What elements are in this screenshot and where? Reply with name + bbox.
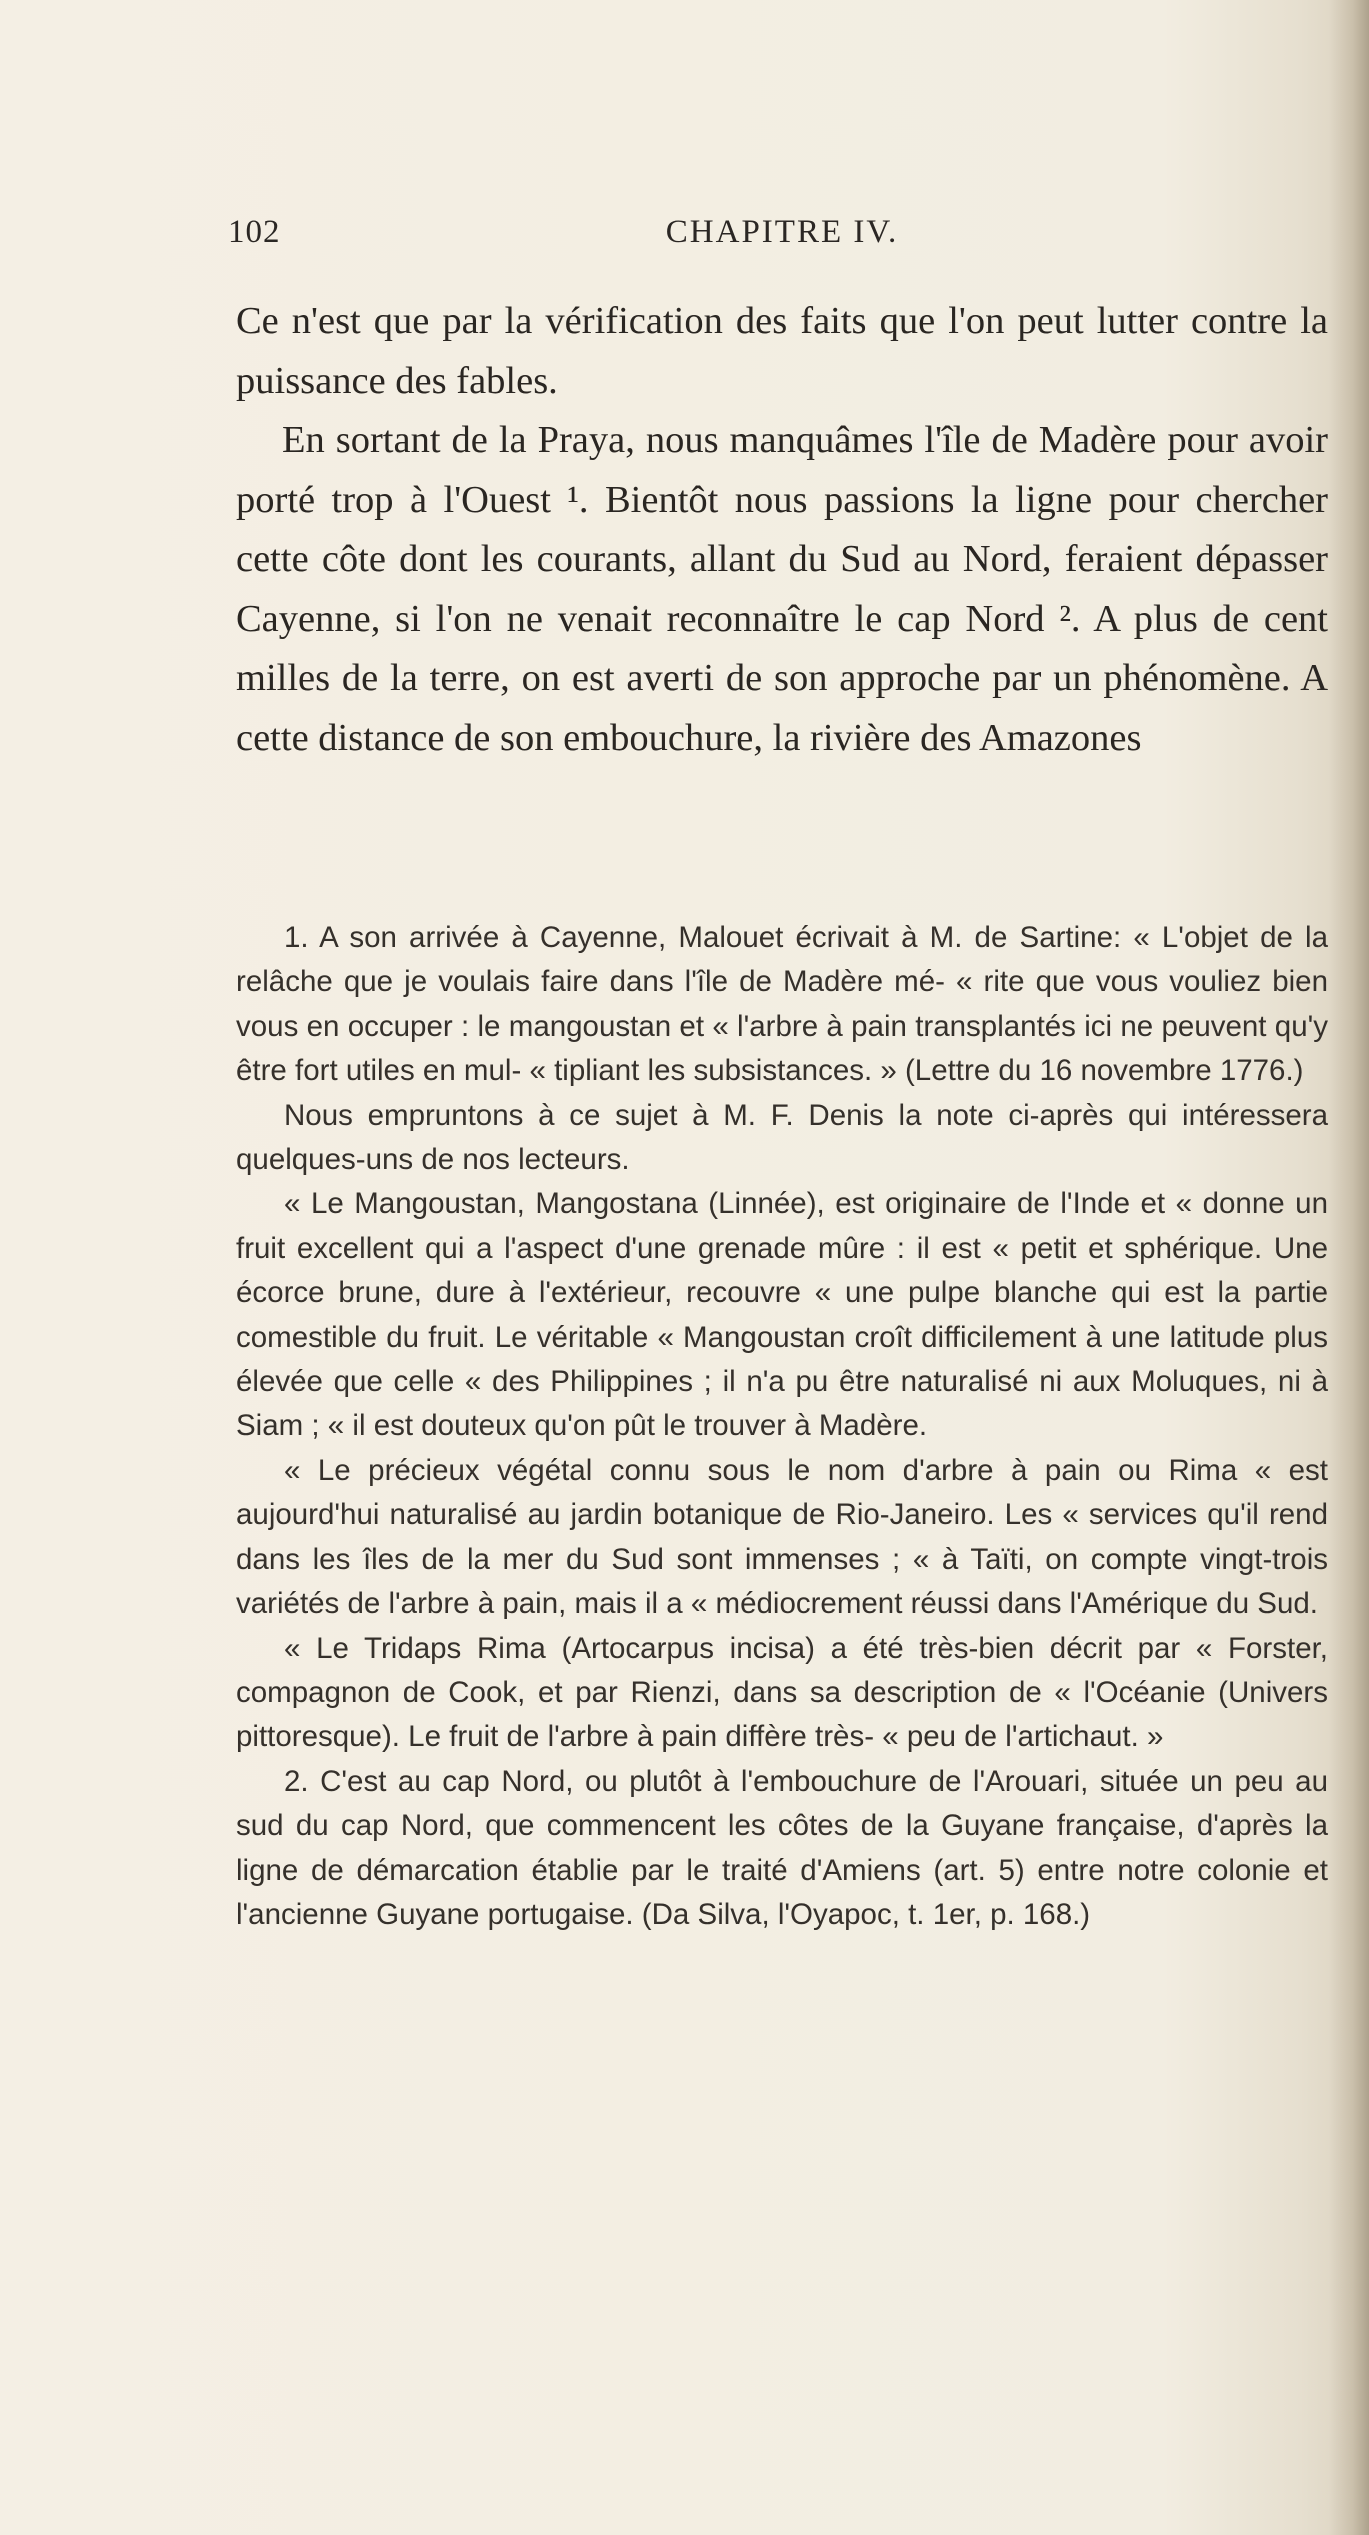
footnote-1: 1. A son arrivée à Cayenne, Malouet écrivait à M. de Sartine: « L'objet de la relâche que je voulais faire dans l'île de Madère mé- « rite que vous vouliez bien vous en occuper : le mangoustan et « l'arbre à pain transplantés ici ne peuvent qu'y être fort utiles en mul- « tipliant les subsistances. » (Lettre du 16 novembre 1776.) [236, 921, 1328, 1088]
footnote-2: 2. C'est au cap Nord, ou plutôt à l'embouchure de l'Arouari, située un peu au sud du cap Nord, que commencent les côtes de la Guyane française, d'après la ligne de démarcation établie par le traité d'Amiens (art. 5) entre notre colonie et l'ancienne Guyane portugaise. (Da Silva, l'Oyapoc, t. 1er, p. 168.) [236, 1764, 1328, 1931]
footnote-quote: « Le précieux végétal connu sous le nom d'arbre à pain ou Rima « est aujourd'hui naturalisé au jardin botanique de Rio-Janeiro. Les « services qu'il rend dans les îles de la mer du Sud sont immenses ; « à Taïti, on compte vingt-trois variétés de l'arbre à pain, mais il a « médiocrement réussi dans l'Amérique du Sud. [236, 1453, 1328, 1621]
main-text [236, 292, 1328, 768]
footnote-paragraph: Nous empruntons à ce sujet à M. F. Denis la note ci-après qui intéressera quelques-uns de nos lecteurs. [236, 1098, 1328, 1177]
footnote-quote: « Le Tridaps Rima (Artocarpus incisa) a été très-bien décrit par « Forster, compagnon de Cook, et par Rienzi, dans sa description de « l'Océanie (Univers pittoresque). Le fruit de l'arbre à pain diffère très- « peu de l'artichaut. » [236, 1631, 1328, 1754]
paragraph: En sortant de la Praya, nous manquâmes l'île de Madère pour avoir porté trop à l'Ouest ¹. Bientôt nous passions la ligne pour chercher cette côte dont les courants, allant du Sud au Nord, feraient dépasser Cayenne, si l'on ne venait reconnaître le cap Nord ². A plus de cent milles de la terre, on est averti de son approche par un phénomène. A cette distance de son embouchure, la rivière des Amazones [236, 419, 1328, 759]
footnote-quote: « Le Mangoustan, Mangostana (Linnée), est originaire de l'Inde et « donne un fruit excellent qui a l'aspect d'une grenade mûre : il est « petit et sphérique. Une écorce brune, dure à l'extérieur, recouvre « une pulpe blanche qui est la partie comestible du fruit. Le véritable « Mangoustan croît difficilement à une latitude plus élevée que celle « des Philippines ; il n'a pu être naturalisé ni aux Moluques, ni à Siam ; « il est douteux qu'on pût le trouver à Madère. [236, 1187, 1328, 1443]
chapter-title: CHAPITRE IV. [665, 214, 899, 250]
paragraph: Ce n'est que par la vérification des faits que l'on peut lutter contre la puissance des fables. [236, 300, 1328, 402]
running-header [228, 214, 1336, 264]
page-edge-shadow [1329, 0, 1369, 2535]
footnotes [236, 916, 1328, 1937]
page-number: 102 [228, 214, 281, 250]
